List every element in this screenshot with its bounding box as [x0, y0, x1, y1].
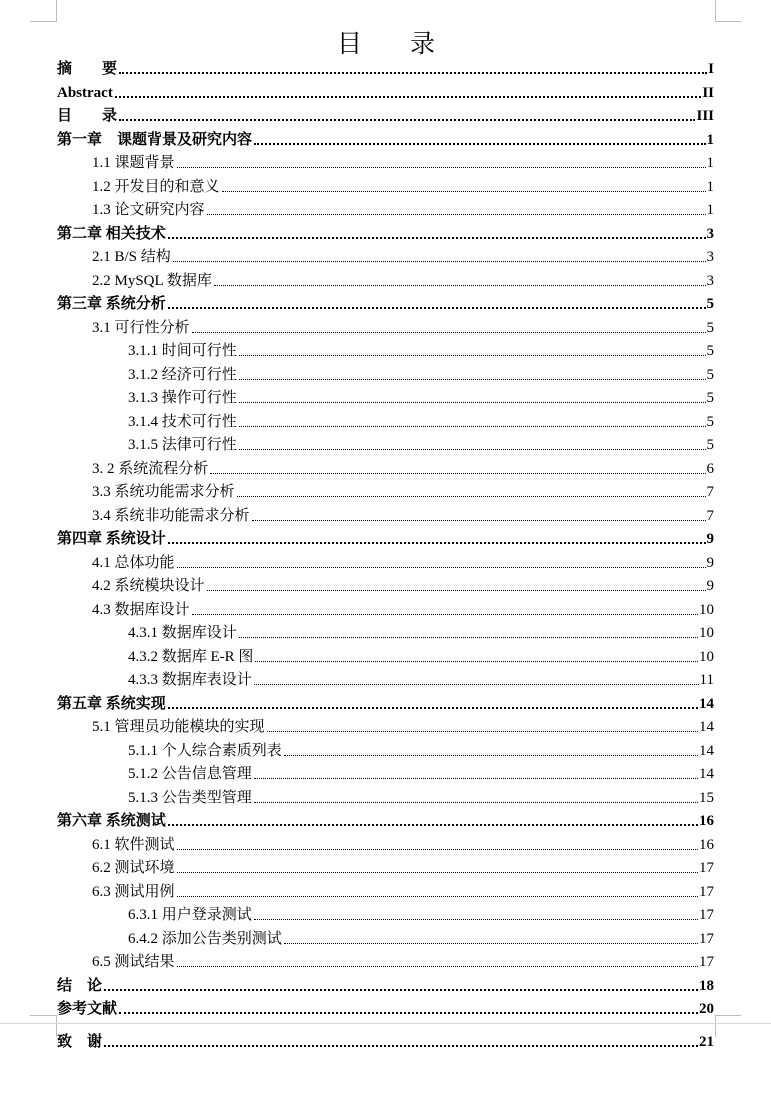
toc-entry-label: 5.1.1 个人综合素质列表: [128, 742, 282, 759]
toc-entry[interactable]: [92, 267, 714, 290]
toc-leader-dots: [239, 449, 706, 450]
toc-leader-dots: [177, 966, 698, 967]
toc-entry-label: 3.1.3 操作可行性: [128, 390, 237, 406]
toc-entry[interactable]: [92, 572, 714, 595]
toc-leader-dots: [222, 191, 706, 192]
toc-entry-page: 17: [699, 954, 714, 970]
toc-entry-page: 1: [706, 178, 714, 195]
toc-entry-label: 4.2 系统模块设计: [92, 578, 205, 594]
toc-leader-dots: [214, 285, 706, 286]
toc-entry-page: III: [696, 108, 714, 124]
toc-leader-dots: [210, 473, 705, 474]
toc-entry[interactable]: [128, 784, 714, 807]
toc-entry[interactable]: [92, 149, 714, 172]
toc-entry-page: 1: [706, 155, 714, 171]
toc-entry-page: 5: [706, 390, 714, 406]
toc-leader-dots: [119, 119, 695, 121]
toc-leader-dots: [168, 542, 706, 544]
toc-entry[interactable]: [128, 666, 714, 689]
toc-entry-page: 17: [699, 907, 714, 923]
toc-entry-label: 3.1.4 技术可行性: [128, 413, 237, 430]
toc-leader-dots: [177, 567, 706, 568]
toc-entry[interactable]: [128, 384, 714, 407]
toc-entry[interactable]: [92, 878, 714, 901]
toc-entry-page: 9: [706, 531, 714, 547]
toc-entry[interactable]: [128, 737, 714, 760]
toc-entry-page: 20: [699, 1001, 714, 1017]
toc-entry[interactable]: [92, 196, 714, 219]
toc-entry[interactable]: [92, 478, 714, 501]
toc-entry-page: 5: [706, 319, 714, 336]
toc-entry[interactable]: [92, 596, 714, 619]
toc-entry-label: 参考文献: [57, 1001, 118, 1017]
toc-entry-label: 5.1 管理员功能模块的实现: [92, 719, 265, 735]
toc-entry[interactable]: [57, 995, 714, 1018]
toc-entry-page: 3: [706, 249, 714, 265]
toc-entry-page: 5: [706, 366, 714, 383]
toc-entry[interactable]: [57, 525, 714, 548]
toc-entry[interactable]: [128, 760, 714, 783]
toc-entry[interactable]: [92, 455, 714, 478]
toc-entry[interactable]: [92, 314, 714, 337]
toc-entry-page: I: [708, 61, 714, 77]
toc-entry[interactable]: [57, 290, 714, 313]
toc-entry[interactable]: [92, 502, 714, 525]
toc-entry[interactable]: [92, 831, 714, 854]
toc-entry-page: 3: [706, 225, 714, 242]
toc-entry-page: 9: [706, 578, 714, 594]
toc-entry-page: 1: [706, 131, 714, 148]
toc-entry-label: 第三章 系统分析: [57, 296, 166, 312]
toc-entry-label: 结 论: [57, 977, 103, 994]
toc-entry-label: 6.5 测试结果: [92, 954, 175, 970]
toc-entry-page: 18: [699, 977, 714, 994]
toc-entry-label: 3.1 可行性分析: [92, 319, 190, 336]
toc-leader-dots: [255, 661, 698, 662]
toc-entry-label: 6.2 测试环境: [92, 860, 175, 876]
toc-leader-dots: [177, 849, 698, 850]
toc-leader-dots: [207, 590, 706, 591]
toc-entry-label: 6.3.1 用户登录测试: [128, 907, 252, 923]
toc-entry-label: 2.2 MySQL 数据库: [92, 272, 212, 289]
toc-entry-page: 14: [699, 766, 714, 782]
toc-entry-label: 3.1.1 时间可行性: [128, 343, 237, 359]
toc-leader-dots: [207, 214, 706, 215]
toc-entry-label: 第一章 课题背景及研究内容: [57, 131, 253, 148]
toc-leader-dots: [177, 167, 706, 168]
toc-leader-dots: [254, 778, 698, 779]
toc-leader-dots: [237, 496, 706, 497]
toc-entry-page: 3: [706, 272, 714, 289]
toc-entry[interactable]: [57, 220, 714, 243]
toc-entry[interactable]: [92, 243, 714, 266]
toc-leader-dots: [119, 1012, 698, 1014]
toc-leader-dots: [168, 707, 698, 709]
toc-entry-page: 5: [706, 343, 714, 359]
toc-entry[interactable]: [57, 102, 714, 125]
toc-entry-label: 3.3 系统功能需求分析: [92, 484, 235, 500]
toc-leader-dots: [254, 802, 698, 803]
toc-entry-page: 17: [699, 930, 714, 947]
toc-entry[interactable]: [57, 126, 714, 149]
toc-entry[interactable]: [128, 643, 714, 666]
toc-entry-page: 17: [699, 883, 714, 900]
toc-leader-dots: [115, 96, 701, 98]
toc-entry[interactable]: [92, 948, 714, 971]
toc-leader-dots: [239, 379, 706, 380]
toc-entry[interactable]: [128, 361, 714, 384]
toc-entry-page: 7: [706, 507, 714, 524]
toc-entry-label: 4.3.3 数据库表设计: [128, 672, 252, 688]
toc-entry-page: 11: [699, 672, 714, 688]
toc-entry[interactable]: [128, 925, 714, 948]
toc-entry[interactable]: [92, 173, 714, 196]
toc-entry-page: 5: [706, 437, 714, 453]
toc-entry-page: 16: [699, 813, 714, 829]
toc-entry-label: 第四章 系统设计: [57, 531, 166, 547]
toc-entry-page: 14: [699, 742, 714, 759]
toc-leader-dots: [254, 143, 705, 145]
toc-leader-dots: [239, 637, 698, 638]
toc-entry-page: 5: [706, 413, 714, 430]
toc-entry-label: 第六章 系统测试: [57, 813, 166, 829]
toc-leader-dots: [239, 355, 706, 356]
toc-title-char-1: 目: [337, 31, 363, 58]
toc-leader-dots: [177, 896, 698, 897]
toc-entry-page: 14: [699, 719, 714, 735]
toc-entry[interactable]: [128, 619, 714, 642]
toc-leader-dots: [239, 402, 706, 403]
toc-entry-label: 3.1.2 经济可行性: [128, 366, 237, 383]
toc-entry-page: 16: [699, 836, 714, 853]
toc-entry-label: 5.1.3 公告类型管理: [128, 789, 252, 806]
toc-entry-page: 17: [699, 860, 714, 876]
toc-entry[interactable]: [57, 972, 714, 995]
toc-leader-dots: [168, 824, 698, 826]
toc-leader-dots: [173, 261, 706, 262]
toc-entry[interactable]: [57, 807, 714, 830]
toc-entry-label: 3. 2 系统流程分析: [92, 460, 209, 477]
toc-entry[interactable]: [92, 713, 714, 736]
toc-entry-page: II: [702, 84, 714, 101]
toc-entry[interactable]: [92, 854, 714, 877]
toc-entry[interactable]: [128, 431, 714, 454]
toc-entry[interactable]: [92, 549, 714, 572]
toc-leader-dots: [254, 919, 698, 920]
page-break-line: [0, 1023, 771, 1024]
toc-leader-dots: [267, 731, 698, 732]
toc-leader-dots: [168, 307, 706, 309]
toc-entry-page: 10: [699, 601, 714, 618]
toc-entry-page: 9: [706, 554, 714, 571]
toc-entry-page: 6: [706, 460, 714, 477]
toc-entry-label: Abstract: [57, 84, 113, 101]
toc-leader-dots: [239, 426, 706, 427]
toc-entry-label: 4.3.2 数据库 E-R 图: [128, 648, 254, 665]
toc-entry-label: 5.1.2 公告信息管理: [128, 766, 252, 782]
toc-entry-label: 第二章 相关技术: [57, 225, 166, 242]
toc-entry[interactable]: [128, 901, 714, 924]
toc-entry-label: 1.1 课题背景: [92, 155, 175, 171]
toc-leader-dots: [177, 872, 698, 873]
toc-entry-page: 5: [706, 296, 714, 312]
toc-leader-dots: [119, 72, 707, 74]
toc-leader-dots: [192, 332, 706, 333]
toc-leader-dots: [192, 614, 698, 615]
toc-entry-page: 21: [699, 1034, 714, 1050]
toc-entry-page: 10: [699, 648, 714, 665]
toc-leader-dots: [284, 943, 698, 944]
toc-entry[interactable]: [57, 79, 714, 102]
toc-entry[interactable]: [128, 337, 714, 360]
toc-leader-dots: [104, 989, 698, 991]
toc-leader-dots: [168, 237, 706, 239]
toc-title-char-2: 录: [410, 31, 436, 58]
toc-leader-dots: [252, 520, 706, 521]
toc-leader-dots: [254, 684, 699, 685]
toc-entry-label: 1.2 开发目的和意义: [92, 178, 220, 195]
toc-entry-label: 4.3 数据库设计: [92, 601, 190, 618]
toc-leader-dots: [104, 1045, 698, 1047]
toc-entry-label: 摘 要: [57, 61, 118, 77]
toc-leader-dots: [284, 755, 698, 756]
toc-entry-label: 6.3 测试用例: [92, 883, 175, 900]
toc-entry-label: 3.1.5 法律可行性: [128, 437, 237, 453]
toc-entry-page: 15: [699, 789, 714, 806]
toc-entry-label: 2.1 B/S 结构: [92, 249, 171, 265]
toc-entry-label: 4.3.1 数据库设计: [128, 625, 237, 641]
toc-entry[interactable]: [57, 55, 714, 78]
toc-entry-label: 6.1 软件测试: [92, 836, 175, 853]
toc-entry-label: 1.3 论文研究内容: [92, 202, 205, 218]
toc-entry[interactable]: [128, 408, 714, 431]
toc-entry-page: 1: [706, 202, 714, 218]
toc-entry-label: 目 录: [57, 108, 118, 124]
toc-entry-label: 4.1 总体功能: [92, 554, 175, 571]
toc-entry[interactable]: [57, 690, 714, 713]
toc-entry-label: 致 谢: [57, 1034, 103, 1050]
toc-entry-label: 第五章 系统实现: [57, 695, 166, 712]
toc-entry-page: 10: [699, 625, 714, 641]
toc-entry[interactable]: [57, 1028, 714, 1051]
toc-entry-label: 3.4 系统非功能需求分析: [92, 507, 250, 524]
toc-entry-label: 6.4.2 添加公告类别测试: [128, 930, 282, 947]
toc-entry-page: 14: [699, 695, 714, 712]
toc-entry-page: 7: [706, 484, 714, 500]
